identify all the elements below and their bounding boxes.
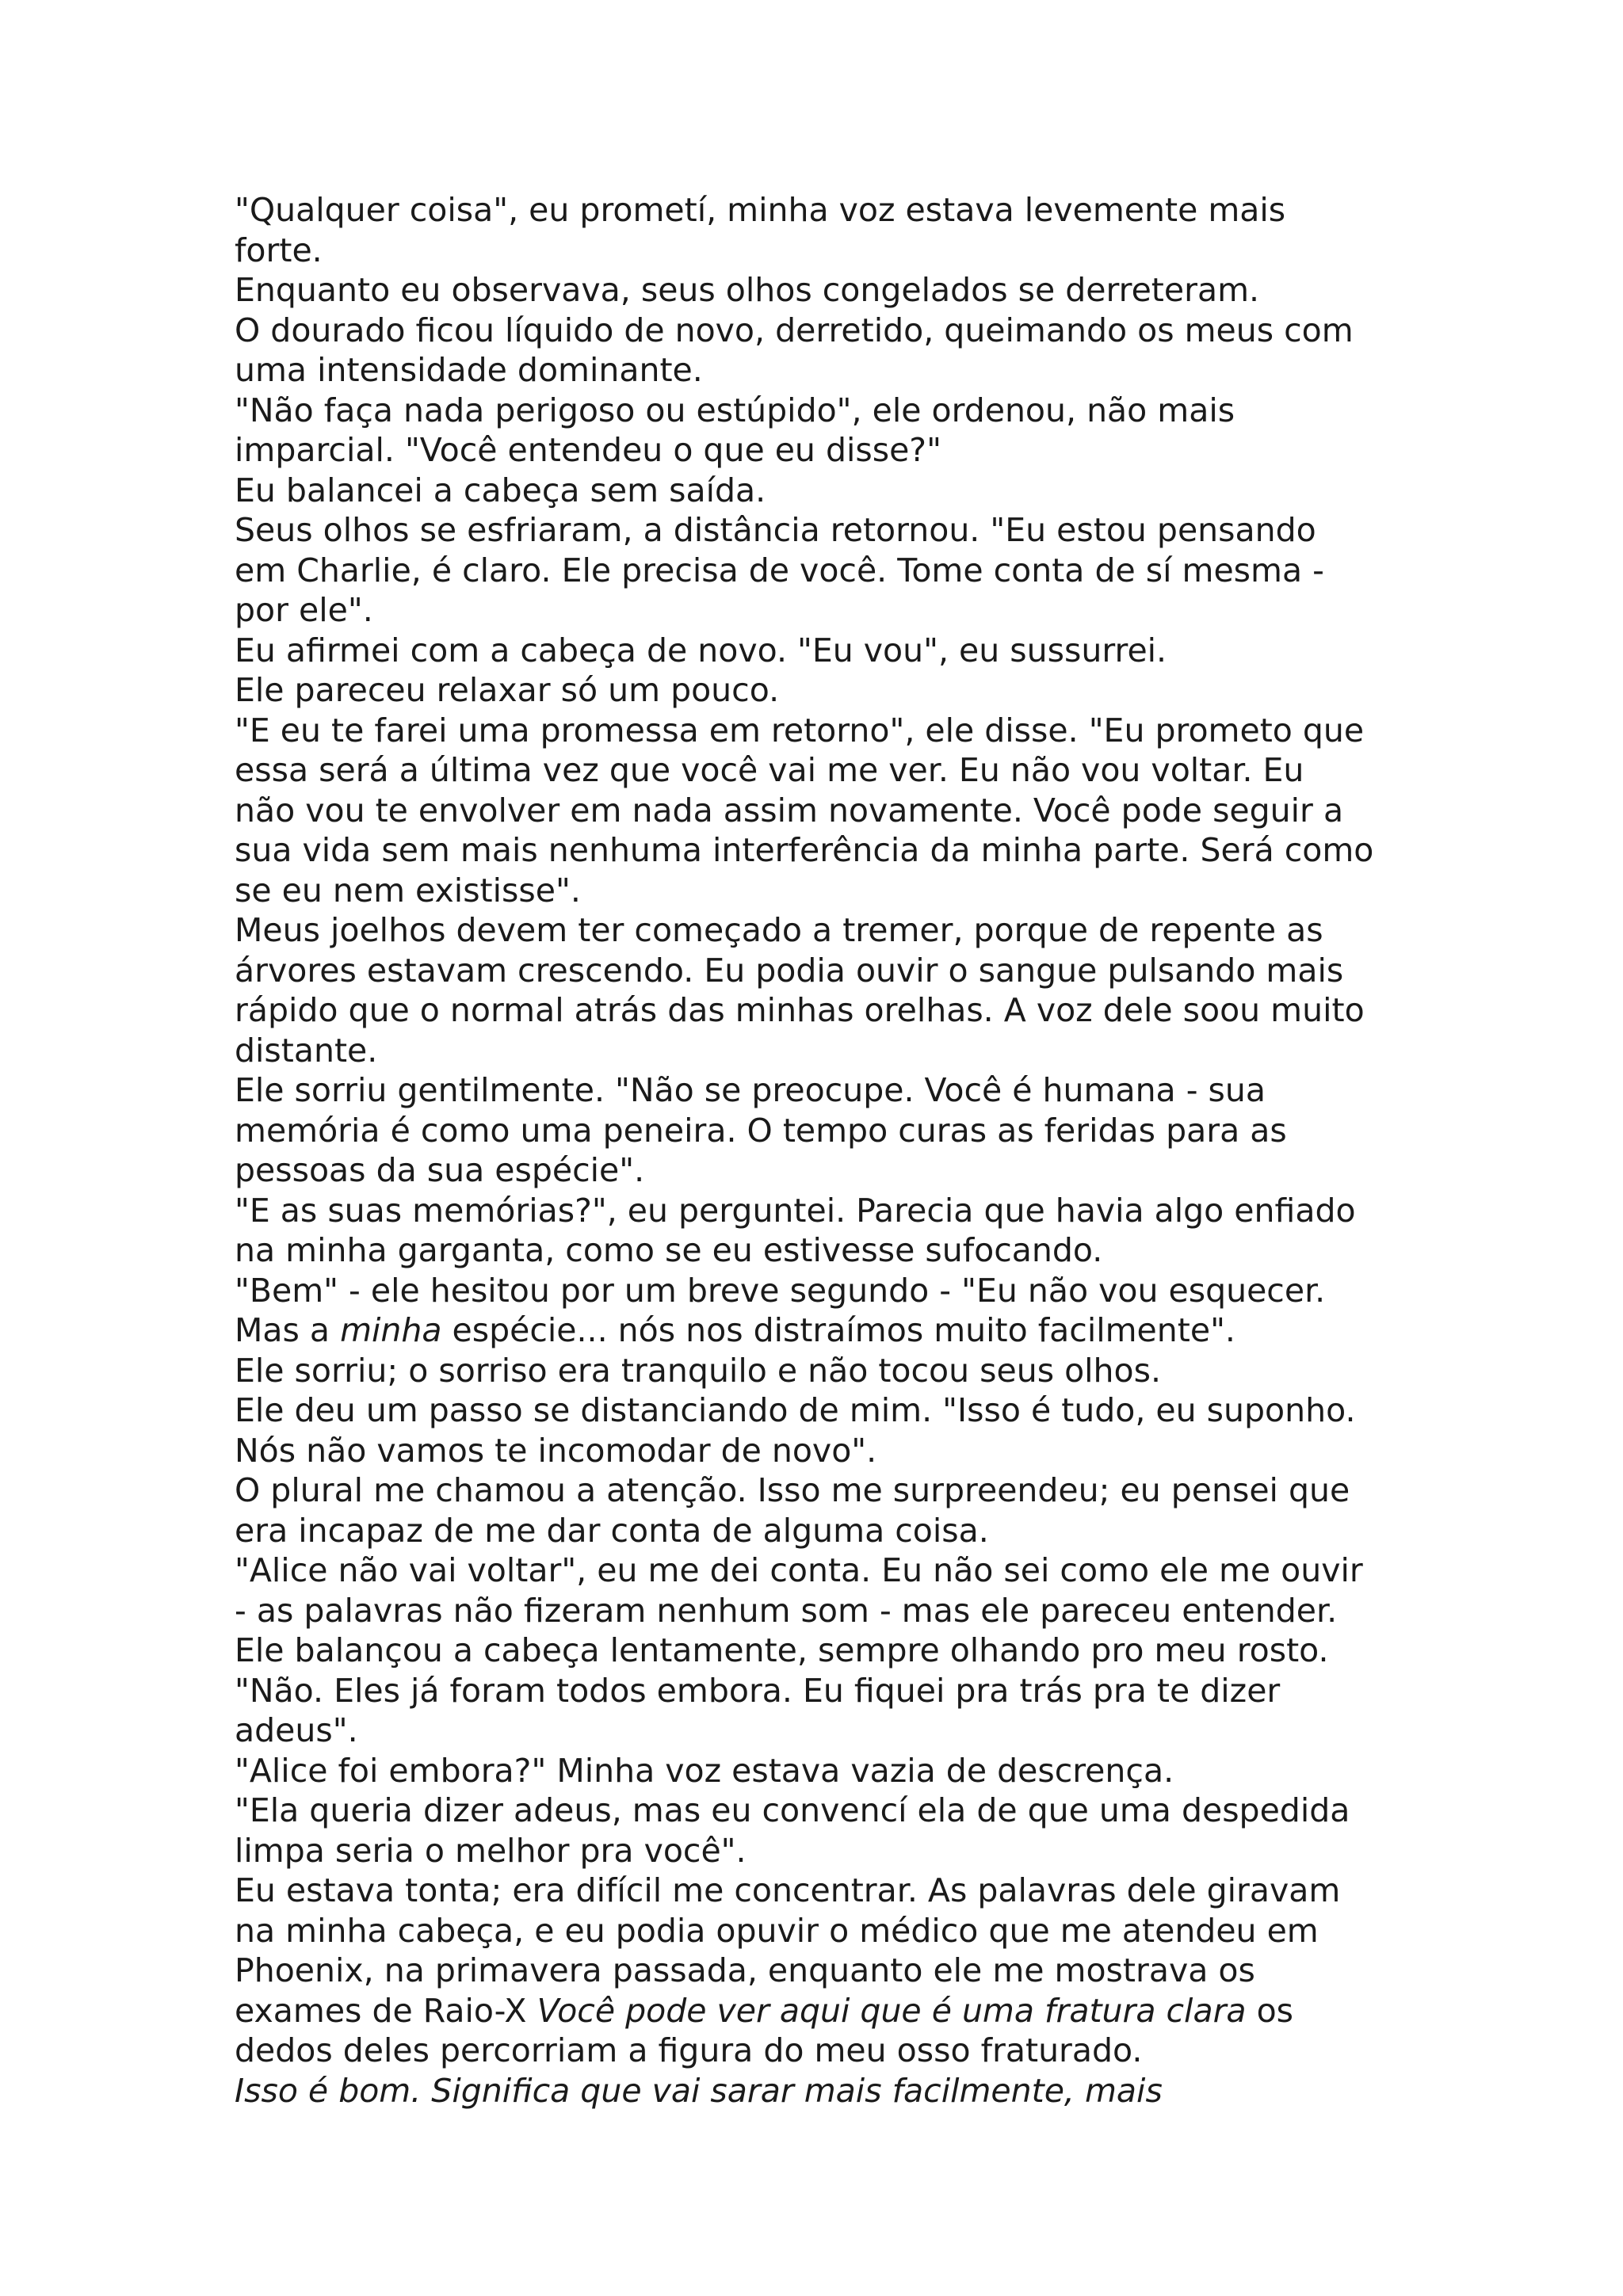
body-text xyxy=(235,190,1400,2111)
text-line-mixed xyxy=(235,1310,1400,1351)
text-line: Ele sorriu; o sorriso era tranquilo e não tocou seus olhos. xyxy=(235,1351,1162,1390)
text-line: em Charlie, é claro. Ele precisa de você. Tome conta de sí mesma - xyxy=(235,551,1324,589)
text-line: "Alice foi embora?" Minha voz estava vazia de descrença. xyxy=(235,1751,1174,1790)
text-line: Ele balançou a cabeça lentamente, sempre olhando pro meu rosto. xyxy=(235,1631,1329,1669)
text-line: forte. xyxy=(235,231,323,269)
text-line-italic: Isso é bom. Significa que vai sarar mais facilmente, mais xyxy=(235,2071,1163,2110)
text-line: distante. xyxy=(235,1031,378,1070)
text-line: "Não faça nada perigoso ou estúpido", ele ordenou, não mais xyxy=(235,391,1235,429)
text-line-mixed xyxy=(235,1991,1400,2031)
text-line: sua vida sem mais nenhuma interferência da minha parte. Será como xyxy=(235,831,1374,869)
text-line: se eu nem existisse". xyxy=(235,871,581,910)
text-line: Enquanto eu observava, seus olhos congelados se derreteram. xyxy=(235,271,1260,309)
text-line: "Não. Eles já foram todos embora. Eu fiquei pra trás pra te dizer xyxy=(235,1671,1281,1710)
text-line: "E as suas memórias?", eu perguntei. Parecia que havia algo enfiado xyxy=(235,1191,1356,1230)
text-line: Seus olhos se esfriaram, a distância retornou. "Eu estou pensando xyxy=(235,511,1316,549)
text-line: memória é como uma peneira. O tempo curas as feridas para as xyxy=(235,1111,1287,1150)
text-segment: Mas a xyxy=(235,1311,341,1349)
text-line: - as palavras não fizeram nenhum som - mas ele pareceu entender. xyxy=(235,1591,1338,1630)
text-line: Phoenix, na primavera passada, enquanto ele me mostrava os xyxy=(235,1951,1255,1989)
text-line: pessoas da sua espécie". xyxy=(235,1151,645,1189)
text-line: era incapaz de me dar conta de alguma coisa. xyxy=(235,1511,989,1550)
text-line: Ele deu um passo se distanciando de mim. "Isso é tudo, eu suponho. xyxy=(235,1391,1356,1429)
text-line: adeus". xyxy=(235,1711,358,1749)
text-line: imparcial. "Você entendeu o que eu disse?" xyxy=(235,431,941,469)
text-segment: espécie... nós nos distraímos muito facilmente". xyxy=(441,1311,1235,1349)
text-line: Ele sorriu gentilmente. "Não se preocupe. Você é humana - sua xyxy=(235,1071,1266,1109)
text-line: por ele". xyxy=(235,591,373,629)
text-line: não vou te envolver em nada assim novamente. Você pode seguir a xyxy=(235,791,1344,830)
text-line: Eu estava tonta; era difícil me concentrar. As palavras dele giravam xyxy=(235,1871,1341,1909)
italic-segment: minha xyxy=(340,1311,442,1349)
text-line: Nós não vamos te incomodar de novo". xyxy=(235,1431,877,1470)
text-line: dedos deles percorriam a figura do meu osso fraturado. xyxy=(235,2031,1143,2069)
text-line: Ele pareceu relaxar só um pouco. xyxy=(235,671,780,709)
text-line: na minha cabeça, e eu podia opuvir o médico que me atendeu em xyxy=(235,1911,1319,1950)
text-line: Eu balancei a cabeça sem saída. xyxy=(235,471,766,509)
text-line: "Ela queria dizer adeus, mas eu convencí ela de que uma despedida xyxy=(235,1791,1350,1829)
text-segment: os xyxy=(1246,1991,1294,2030)
text-line: Meus joelhos devem ter começado a tremer, porque de repente as xyxy=(235,911,1323,949)
text-line: rápido que o normal atrás das minhas orelhas. A voz dele soou muito xyxy=(235,991,1365,1029)
text-line: O dourado ficou líquido de novo, derretido, queimando os meus com xyxy=(235,311,1354,349)
text-line: "Qualquer coisa", eu prometí, minha voz estava levemente mais xyxy=(235,191,1286,229)
text-line: O plural me chamou a atenção. Isso me surpreendeu; eu pensei que xyxy=(235,1471,1350,1509)
text-line: "E eu te farei uma promessa em retorno", ele disse. "Eu prometo que xyxy=(235,711,1365,749)
text-line: árvores estavam crescendo. Eu podia ouvir o sangue pulsando mais xyxy=(235,951,1344,990)
text-line: "Bem" - ele hesitou por um breve segundo - "Eu não vou esquecer. xyxy=(235,1271,1326,1310)
text-line: na minha garganta, como se eu estivesse sufocando. xyxy=(235,1231,1103,1269)
text-line: limpa seria o melhor pra você". xyxy=(235,1831,747,1870)
text-line: uma intensidade dominante. xyxy=(235,351,703,389)
text-line: essa será a última vez que você vai me ver. Eu não vou voltar. Eu xyxy=(235,751,1304,789)
text-line: Eu afirmei com a cabeça de novo. "Eu vou", eu sussurrei. xyxy=(235,631,1167,669)
text-segment: exames de Raio-X xyxy=(235,1991,537,2030)
text-line: "Alice não vai voltar", eu me dei conta. Eu não sei como ele me ouvir xyxy=(235,1551,1363,1589)
italic-segment: Você pode ver aqui que é uma fratura clara xyxy=(537,1991,1247,2030)
